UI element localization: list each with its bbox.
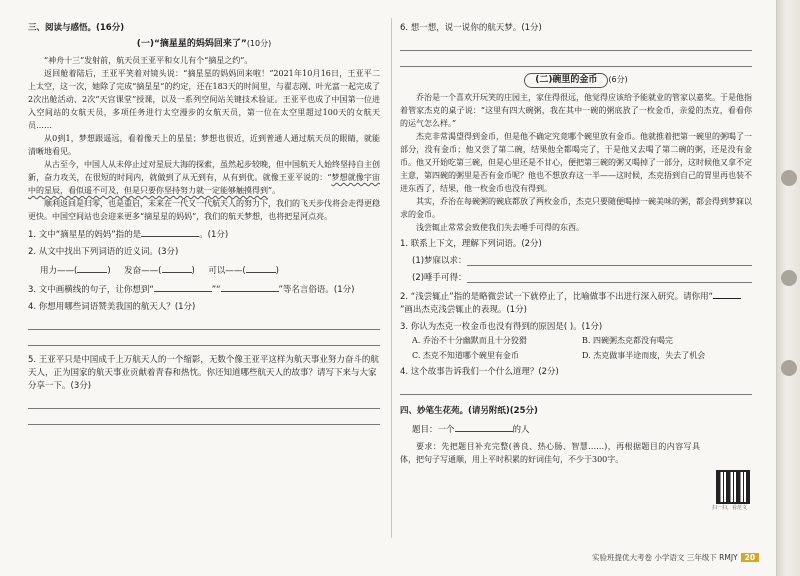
passage1-title-text: (一)“摘星星的妈妈回来了” [136, 39, 247, 49]
right-column [400, 22, 752, 466]
p2-question-4: 4. 这个故事告诉我们一个什么道理？(2分) [400, 367, 559, 377]
p1-q2-item-3-blank[interactable] [246, 263, 276, 273]
p1-q3-blank-1[interactable] [154, 282, 212, 292]
passage1-para-2: 返回舱着陆后，王亚平笑着对镜头说：“摘星星的妈妈回来啦！”2021年10月16日，王亚平二上太空，这一次，她除了完成“摘星星”的约定，还在183天的时间里，与翟志刚、叶光富一起完成了2次出舱活动、2次“天宫课堂”授课，以及一系列空间站关键技术验证。王亚平也成了中国第一位进入空间站的女航天员，多项任务进行太空漫步的女航天员，第一位在太空里超过100天的女航天员…… [28, 69, 380, 130]
p2-q1a-label: (1)梦寐以求： [412, 256, 467, 266]
section4-heading: 四、妙笔生花苑。(请另附纸)(25分) [400, 406, 538, 416]
section4-topic-a: 题目：一个 [412, 425, 455, 435]
section4-topic-b: 的人 [512, 425, 530, 435]
passage2-para-1: 乔治是一个喜欢开玩笑的庄园主，家住得很远，他觉得应该给予能就业的管家以嘉奖。于是他指着管家杰克的桌子说：“这里有四大碗粥，我在其中一碗的粥底放了一枚金币，亲爱的杰克，看看你的运气怎么样。” [400, 93, 752, 128]
p1-q1-score: 。(1分) [199, 230, 229, 240]
section4-topic [400, 422, 752, 437]
passage2-para-3: 其实，乔治在每碗粥的碗底都放了两枚金币，杰克只要随便喝掉一碗美味的粥，都会得到梦寐以求的金币。 [400, 197, 752, 219]
passage2-score: (6分) [608, 75, 628, 84]
passage1-para-1: “神舟十三”发射前，航天员王亚平和女儿有个“摘星之约”。 [44, 56, 253, 65]
p1-q4-answer-line-2[interactable] [28, 330, 380, 346]
p2-q3-option-a[interactable]: A. 乔治不十分幽默而且十分狡猾 [412, 336, 527, 345]
section4-requirements: 要求：先把题目补充完整(善良、热心肠、智慧……)，再根据题目的内容写具体，把句子写通顺，用上平时积累的好词佳句，不少于300字。 [400, 442, 700, 464]
p2-q1a-answer-line[interactable] [467, 255, 752, 266]
p1-q3-text-c: ”等名言俗语。(1分) [278, 285, 355, 295]
passage1-para-4 [28, 158, 380, 197]
p1-q4-answer-line-1[interactable] [28, 314, 380, 330]
p1-q3-text-a: 3. 文中画横线的句子，让你想到“ [28, 285, 154, 295]
p2-q1-item-b [400, 272, 752, 285]
passage2-title-text: (二)碗里的金币 [535, 75, 598, 85]
wavy-underlined-sentence: 梦想就像宇宙中的星辰，看似遥不可及，但是只要你坚持努力就一定能够触摸得到 [28, 173, 380, 195]
p1-q5-answer-line-1[interactable] [28, 393, 380, 409]
p1-question-4: 4. 你想用哪些词语赞美我国的航天人？(1分) [28, 302, 196, 312]
p2-q3-option-b[interactable]: B. 四碗粥杰克都没有喝完 [582, 336, 673, 345]
p2-q3-options [400, 334, 752, 362]
p1-q2-item-1-label: 用力——( [40, 266, 78, 276]
p2-q1b-answer-line[interactable] [467, 272, 752, 283]
p1-q2-item-2-close: ) [191, 266, 195, 276]
p1-q2-item-2-label: 发奋——( [124, 266, 162, 276]
p1-q6-answer-line-1[interactable] [400, 35, 752, 51]
p2-q1b-label: (2)唾手可得： [412, 273, 467, 283]
p1-question-1 [28, 227, 380, 242]
p1-question-6: 6. 想一想，说一说你的航天梦。(1分) [400, 23, 542, 33]
passage1-title [28, 37, 380, 51]
spine-tab-3 [781, 360, 797, 376]
p1-q3-blank-2[interactable] [221, 282, 279, 292]
spine-tab-2 [781, 270, 797, 286]
p1-q3-text-b: ”“ [211, 285, 221, 295]
passage1-para-4-text: 从古至今，中国人从未停止过对星辰大海的探索，虽然起步较晚，但中国航天人始终坚持自主创新，奋力攻关，在很短的时间内，就做到了从无到有，从有到优。就像王亚平说的：“梦想就像宇宙中的星辰，看似遥不可及，但是只要你坚持努力就一定能够触摸得到”。 [28, 160, 380, 195]
p2-q2-mark-line [713, 289, 741, 299]
p2-q3-option-c[interactable]: C. 杰克不知道哪个碗里有金币 [412, 351, 519, 360]
p2-q1-item-a [400, 255, 752, 268]
p2-q2-text-b: ”画出杰克浅尝辄止的表现。(1分) [400, 305, 527, 315]
p1-q1-text: 1. 文中“摘星星的妈妈”指的是 [28, 230, 142, 240]
section4-topic-blank[interactable] [455, 422, 513, 432]
p1-q2-item-1-blank[interactable] [77, 263, 107, 273]
page-number: 20 [741, 553, 759, 562]
passage2-title-box [524, 73, 608, 88]
passage2-title [400, 73, 752, 88]
p1-q2-item-3-label: 可以——( [208, 266, 246, 276]
qr-caption: 扫一扫，看范文 [712, 505, 748, 511]
left-column [28, 22, 380, 425]
p2-q2-text-a: 2. “浅尝辄止”指的是略微尝试一下就停止了，比喻做事不出进行深入研究。请你用“ [400, 292, 714, 302]
passage1-score: (10分) [246, 39, 272, 48]
p2-question-1: 1. 联系上下文，理解下列词语。(2分) [400, 239, 542, 249]
section3-heading: 三、阅读与感悟。(16分) [28, 23, 125, 33]
p1-question-3 [28, 282, 380, 297]
p1-question-5: 5. 王亚平只是中国成千上万航天人的一个缩影，无数个像王亚平这样为航天事业努力奋斗的航天人，正为国家的航天事业贡献着青春和热忱。你还知道哪些航天人的故事？请写下来与大家分享一下。(3分) [28, 355, 379, 391]
p2-q3-option-d[interactable]: D. 杰克做事半途而废，失去了机会 [582, 351, 706, 360]
p1-question-2: 2. 从文中找出下列词语的近义词。(3分) [28, 247, 179, 257]
p1-q5-answer-line-2[interactable] [28, 409, 380, 425]
page-footer [592, 552, 759, 563]
p2-question-2 [400, 289, 752, 317]
book-spine-edge [776, 0, 800, 576]
p2-question-3: 3. 你认为杰克一枚金币也没有得到的原因是( )。(1分) [400, 322, 603, 332]
footer-text: 实验班提优大考卷 小学语文 三年级下 RMJY [592, 553, 738, 562]
spine-tab-1 [781, 170, 797, 186]
p1-q2-item-3-close: ) [275, 266, 279, 276]
p1-q1-blank[interactable] [141, 227, 199, 237]
passage2-para-2: 杰克非常渴望得到金币，但是他不确定究竟哪个碗里放有金币。他就推着把第一碗里的粥喝了一部分，没有金币；他又尝了第二碗，结果他全都喝完了，于是他又去喝了第二碗的粥，还是没有金币。他又开始吃第三碗，但是心里还是不甘心，便把第三碗的粥又喝掉了一部分，这时候他又拿不定主意，第四碗的粥里是否有金币呢？他也不想放弃这一半——这时候，杰克捂到自己的胃里再也装不进东西了，结果，他一枚金币也没有得到。 [400, 132, 752, 193]
passage1-para-3: 从0到1，梦想跟遥远，看着像天上的星星；梦想也很近，近到普通人通过航天员的眼睛，就能清晰地看见。 [28, 134, 380, 156]
p1-q6-answer-line-2[interactable] [400, 51, 752, 67]
qr-code-icon[interactable] [716, 470, 750, 504]
p2-q4-answer-line-1[interactable] [400, 379, 752, 395]
p1-q2-items [28, 263, 380, 278]
p1-q2-item-1-close: ) [107, 266, 111, 276]
column-divider [391, 18, 392, 538]
p1-q2-item-2-blank[interactable] [162, 263, 192, 273]
passage1-para-5: 顺利返回是归零，也是重启，未来在一代又一代航天人的努力下，我们的飞天步伐将会走得更稳更快。中国空间站也会迎来更多“摘星星的妈妈”，我们的航天梦想，也将把星河点亮。 [28, 199, 380, 221]
passage2-para-4: 浅尝辄止常常会致使我们失去唾手可得的东西。 [416, 223, 584, 232]
